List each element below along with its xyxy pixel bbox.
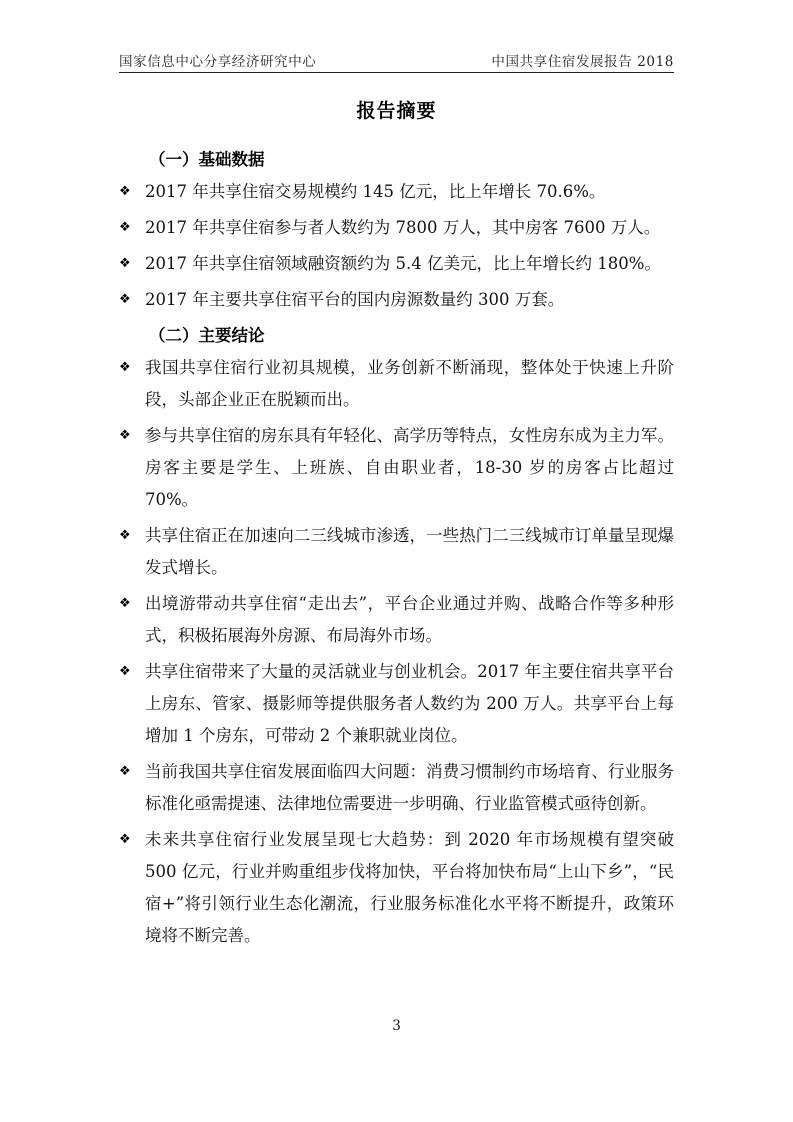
list-item: [119, 420, 674, 516]
page-number: 3: [392, 1018, 401, 1034]
list-item-text: 参与共享住宿的房东具有年轻化、高学历等特点，女性房东成为主力军。房客主要是学生、上班族、自由职业者，18-30 岁的房客占比超过 70%。: [145, 426, 674, 509]
diamond-bullet-icon: ❖: [119, 292, 131, 307]
summary-content: [119, 144, 674, 956]
header-report-title: 中国共享住宿发展报告 2018: [491, 54, 674, 70]
header-organization: 国家信息中心分享经济研究中心: [119, 54, 317, 70]
diamond-bullet-icon: ❖: [119, 220, 131, 235]
diamond-bullet-icon: ❖: [119, 428, 131, 443]
section-heading-basic-data: （一）基础数据: [149, 150, 265, 169]
list-item-text: 2017 年共享住宿交易规模约 145 亿元，比上年增长 70.6%。: [145, 182, 606, 201]
diamond-bullet-icon: ❖: [119, 664, 131, 679]
list-item: [119, 284, 674, 316]
list-item: [119, 656, 674, 752]
list-item-text: 未来共享住宿行业发展呈现七大趋势：到 2020 年市场规模有望突破 500 亿元，行业并购重组步伐将加快，平台将加快布局“上山下乡”，“民宿+”将引领行业生态化潮流，行业服务标准化水平将不断提升，政策环境将不断完善。: [145, 830, 674, 945]
header-divider: [119, 72, 674, 73]
diamond-bullet-icon: ❖: [119, 596, 131, 611]
list-item-text: 共享住宿带来了大量的灵活就业与创业机会。2017 年主要住宿共享平台上房东、管家、摄影师等提供服务者人数约为 200 万人。共享平台上每增加 1 个房东，可带动 2 个兼职就业岗位。: [145, 662, 674, 745]
diamond-bullet-icon: ❖: [119, 764, 131, 779]
page-header: [119, 48, 674, 70]
list-item-text: 2017 年共享住宿领域融资额约为 5.4 亿美元，比上年增长约 180%。: [145, 254, 661, 273]
list-item-text: 出境游带动共享住宿“走出去”，平台企业通过并购、战略合作等多种形式，积极拓展海外房源、布局海外市场。: [145, 594, 674, 645]
list-item: [119, 520, 674, 584]
list-item: [119, 176, 674, 208]
diamond-bullet-icon: ❖: [119, 528, 131, 543]
list-item: [119, 212, 674, 244]
list-item: [119, 824, 674, 952]
list-item: [119, 248, 674, 280]
list-item: [119, 588, 674, 652]
diamond-bullet-icon: ❖: [119, 256, 131, 271]
list-item-text: 我国共享住宿行业初具规模，业务创新不断涌现，整体处于快速上升阶段，头部企业正在脱颖而出。: [145, 358, 674, 409]
list-item: [119, 352, 674, 416]
list-item-text: 2017 年共享住宿参与者人数约为 7800 万人，其中房客 7600 万人。: [145, 218, 661, 237]
diamond-bullet-icon: ❖: [119, 360, 131, 375]
list-item-text: 当前我国共享住宿发展面临四大问题：消费习惯制约市场培育、行业服务标准化亟需提速、法律地位需要进一步明确、行业监管模式亟待创新。: [145, 762, 674, 813]
diamond-bullet-icon: ❖: [119, 832, 131, 847]
section-heading-main-conclusions: （二）主要结论: [149, 326, 265, 345]
list-item-text: 共享住宿正在加速向二三线城市渗透，一些热门二三线城市订单量呈现爆发式增长。: [145, 526, 674, 577]
page-title: 报告摘要: [356, 100, 437, 122]
list-item: [119, 756, 674, 820]
list-item-text: 2017 年主要共享住宿平台的国内房源数量约 300 万套。: [145, 290, 565, 309]
diamond-bullet-icon: ❖: [119, 184, 131, 199]
